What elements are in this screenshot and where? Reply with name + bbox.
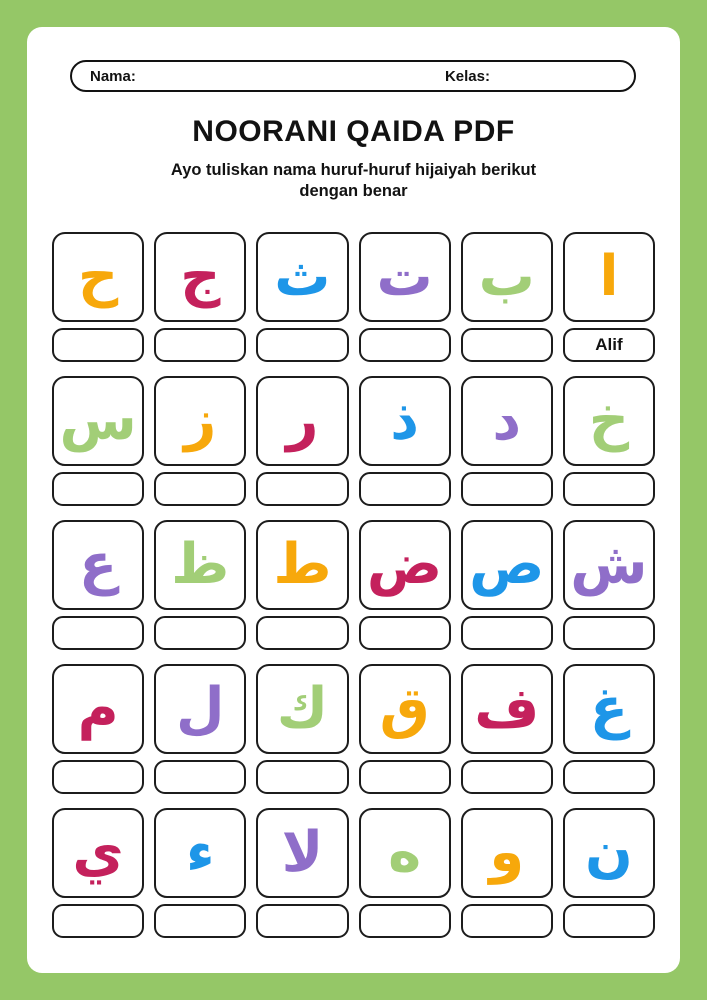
letter-cell-tha [256, 520, 348, 650]
letter-card-waw [461, 808, 553, 898]
answer-box-ain[interactable] [52, 616, 144, 650]
letter-card-kaf [256, 664, 348, 754]
arabic-letter-dhad: ض [366, 531, 443, 597]
letter-row [52, 376, 655, 506]
letter-cell-zha [154, 520, 246, 650]
arabic-letter-ain: ع [78, 531, 118, 597]
letter-cell-mim [52, 664, 144, 794]
letter-cell-kaf [256, 664, 348, 794]
letter-card-ta [359, 232, 451, 322]
letter-card-ba [461, 232, 553, 322]
answer-box-alif[interactable] [563, 328, 655, 362]
letter-cell-shad [461, 520, 553, 650]
letter-cell-ta [359, 232, 451, 362]
letter-card-hamzah [154, 808, 246, 898]
arabic-letter-dal: د [492, 387, 522, 453]
arabic-letter-zha: ظ [171, 531, 230, 597]
worksheet-page [27, 27, 680, 973]
letter-cell-haa [359, 808, 451, 938]
letter-cell-dal [461, 376, 553, 506]
letter-cell-ra [256, 376, 348, 506]
letter-cell-ha [52, 232, 144, 362]
arabic-letter-fa: ف [474, 675, 540, 741]
arabic-letter-syin: ش [570, 531, 648, 597]
letter-cell-kha [563, 376, 655, 506]
answer-box-nun[interactable] [563, 904, 655, 938]
letter-card-dzal [359, 376, 451, 466]
letter-card-ya [52, 808, 144, 898]
letter-card-tsa [256, 232, 348, 322]
answer-box-kha[interactable] [563, 472, 655, 506]
nama-field [90, 67, 196, 85]
nama-label: Nama: [90, 67, 136, 85]
letter-card-nun [563, 808, 655, 898]
answer-box-syin[interactable] [563, 616, 655, 650]
answer-box-ghain[interactable] [563, 760, 655, 794]
letter-cell-ghain [563, 664, 655, 794]
arabic-letter-qaf: ق [379, 675, 430, 741]
letter-cell-dzal [359, 376, 451, 506]
page-subtitle: Ayo tuliskan nama huruf-huruf hijaiyah berikut dengan benar [170, 161, 537, 200]
answer-box-qaf[interactable] [359, 760, 451, 794]
arabic-letter-zai: ز [184, 387, 217, 453]
letter-cell-ain [52, 520, 144, 650]
letter-card-tha [256, 520, 348, 610]
letter-card-ra [256, 376, 348, 466]
kelas-field [445, 67, 550, 85]
answer-box-kaf[interactable] [256, 760, 348, 794]
nama-input-area[interactable] [136, 67, 196, 85]
letter-cell-tsa [256, 232, 348, 362]
answer-box-lam[interactable] [154, 760, 246, 794]
letter-card-alif [563, 232, 655, 322]
kelas-label: Kelas: [444, 67, 490, 85]
letter-cell-waw [461, 808, 553, 938]
letter-card-mim [52, 664, 144, 754]
answer-box-ta[interactable] [359, 328, 451, 362]
page-title: NOORANI QAIDA PDF [192, 115, 515, 148]
arabic-letter-kaf: ك [276, 675, 329, 741]
arabic-letter-alif: ا [599, 243, 619, 309]
letter-card-haa [359, 808, 451, 898]
name-class-box [70, 60, 636, 92]
answer-box-zha[interactable] [154, 616, 246, 650]
letter-cell-ba [461, 232, 553, 362]
answer-box-mim[interactable] [52, 760, 144, 794]
letter-card-zai [154, 376, 246, 466]
arabic-letter-sin: س [59, 387, 137, 453]
answer-box-zai[interactable] [154, 472, 246, 506]
answer-box-ha[interactable] [52, 328, 144, 362]
letter-row [52, 808, 655, 938]
answer-box-jim[interactable] [154, 328, 246, 362]
letter-card-dal [461, 376, 553, 466]
letter-card-qaf [359, 664, 451, 754]
answer-box-haa[interactable] [359, 904, 451, 938]
arabic-letter-waw: و [489, 819, 525, 885]
arabic-letter-mim: م [77, 675, 119, 741]
letter-card-lam-alif [256, 808, 348, 898]
letter-card-syin [563, 520, 655, 610]
letter-cell-sin [52, 376, 144, 506]
letter-cell-qaf [359, 664, 451, 794]
letter-cell-hamzah [154, 808, 246, 938]
letter-row [52, 664, 655, 794]
answer-box-hamzah[interactable] [154, 904, 246, 938]
arabic-letter-ha: ح [77, 243, 119, 309]
answer-box-dzal[interactable] [359, 472, 451, 506]
letter-cell-zai [154, 376, 246, 506]
arabic-letter-lam-alif: لا [281, 819, 324, 885]
letter-row [52, 520, 655, 650]
arabic-letter-shad: ص [469, 531, 545, 597]
answer-box-lam-alif[interactable] [256, 904, 348, 938]
answer-box-shad[interactable] [461, 616, 553, 650]
letter-card-ghain [563, 664, 655, 754]
answer-text-alif: Alif [595, 334, 623, 354]
kelas-input-area[interactable] [490, 67, 550, 85]
arabic-letter-ra: ر [286, 387, 319, 453]
arabic-letter-haa: ه [388, 819, 422, 885]
answer-box-sin[interactable] [52, 472, 144, 506]
letter-grid [52, 232, 655, 938]
letter-row [52, 232, 655, 362]
letter-cell-lam-alif [256, 808, 348, 938]
letter-cell-jim [154, 232, 246, 362]
letter-cell-syin [563, 520, 655, 650]
answer-box-dal[interactable] [461, 472, 553, 506]
arabic-letter-nun: ن [585, 819, 633, 885]
letter-card-ain [52, 520, 144, 610]
letter-card-ha [52, 232, 144, 322]
letter-cell-fa [461, 664, 553, 794]
letter-cell-dhad [359, 520, 451, 650]
arabic-letter-hamzah: ء [185, 819, 215, 885]
answer-box-waw[interactable] [461, 904, 553, 938]
arabic-letter-ta: ت [376, 243, 433, 309]
letter-card-sin [52, 376, 144, 466]
letter-card-shad [461, 520, 553, 610]
answer-box-tsa[interactable] [256, 328, 348, 362]
letter-cell-nun [563, 808, 655, 938]
arabic-letter-tha: ط [273, 531, 332, 597]
arabic-letter-jim: ج [180, 243, 221, 309]
letter-card-dhad [359, 520, 451, 610]
letter-cell-alif [563, 232, 655, 362]
letter-card-kha [563, 376, 655, 466]
arabic-letter-tsa: ث [274, 243, 331, 309]
arabic-letter-kha: خ [588, 387, 630, 453]
answer-box-ba[interactable] [461, 328, 553, 362]
letter-card-fa [461, 664, 553, 754]
arabic-letter-dzal: ذ [390, 387, 419, 453]
answer-box-tha[interactable] [256, 616, 348, 650]
answer-box-ra[interactable] [256, 472, 348, 506]
letter-card-zha [154, 520, 246, 610]
letter-cell-ya [52, 808, 144, 938]
arabic-letter-ba: ب [478, 243, 535, 309]
answer-box-ya[interactable] [52, 904, 144, 938]
arabic-letter-ghain: غ [589, 675, 629, 741]
letter-card-jim [154, 232, 246, 322]
answer-box-dhad[interactable] [359, 616, 451, 650]
letter-cell-lam [154, 664, 246, 794]
letter-card-lam [154, 664, 246, 754]
arabic-letter-ya: ي [72, 819, 124, 885]
arabic-letter-lam: ل [175, 675, 225, 741]
answer-box-fa[interactable] [461, 760, 553, 794]
